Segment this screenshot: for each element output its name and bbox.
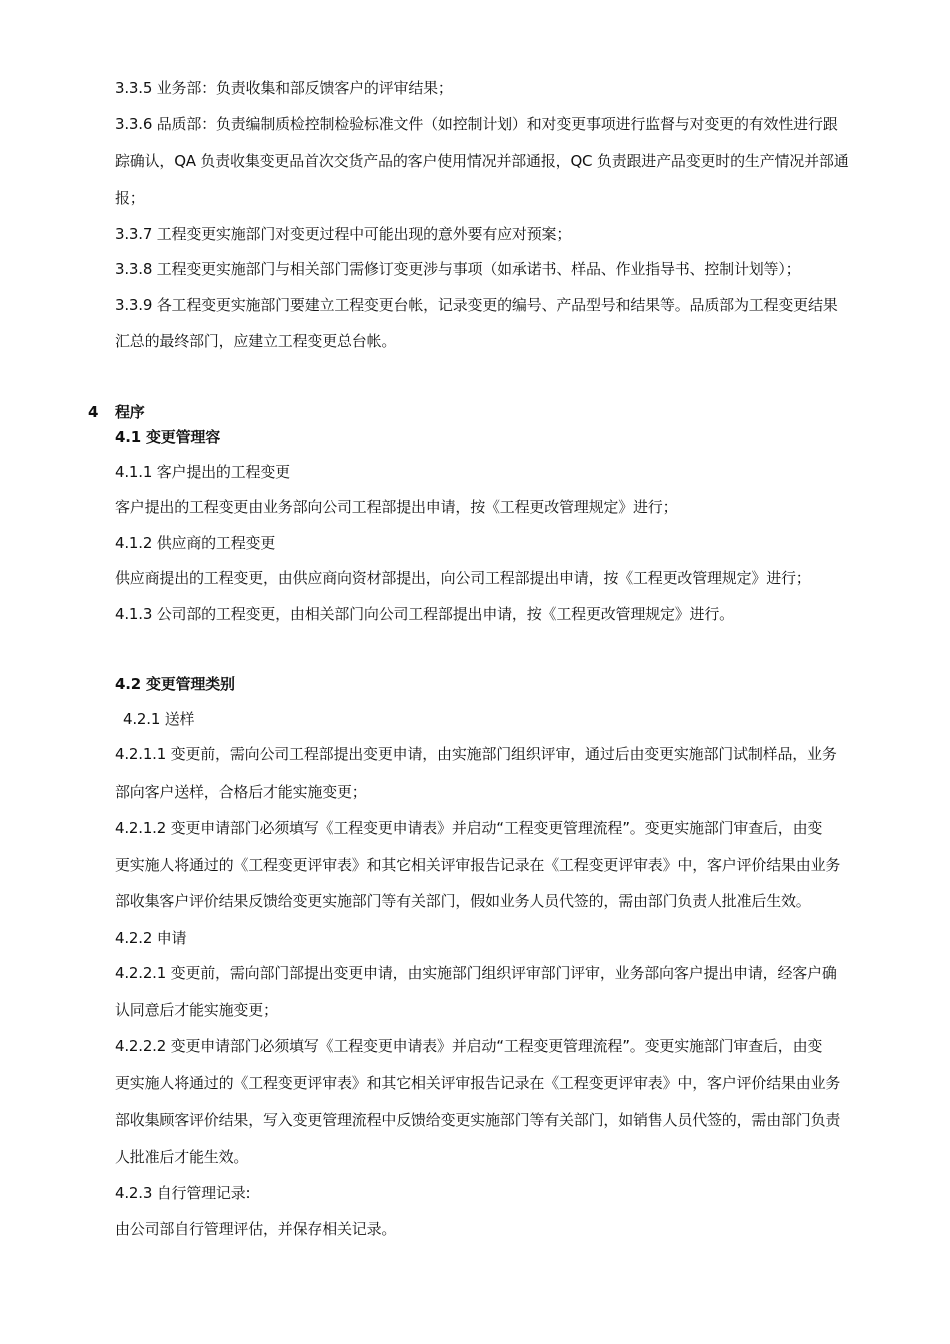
clause-3-3-5: 3.3.5 业务部：负责收集和部反馈客户的评审结果； [115,79,453,97]
clause-4-2-2-1-line-1: 4.2.2.1 变更前，需向部门部提出变更申请，由实施部门组织评审部门评审，业务部向客户提出申请，经客户确 [115,964,837,982]
clause-4-2-2-2-line-2: 更实施人将通过的《工程变更评审表》和其它相关评审报告记录在《工程变更评审表》中，客户评价结果由业务 [115,1074,841,1092]
clause-4-2-1-2-line-1: 4.2.1.2 变更申请部门必须填写《工程变更申请表》并启动“工程变更管理流程”。变更实施部门审查后，由变 [115,819,823,837]
clause-3-3-7: 3.3.7 工程变更实施部门对变更过程中可能出现的意外要有应对预案； [115,225,572,243]
clause-3-3-6-line-2: 踪确认，QA 负责收集变更品首次交货产品的客户使用情况并部通报，QC 负责跟进产品变更时的生产情况并部通 [115,152,849,170]
section-4-title: 程序 [115,403,145,421]
clause-4-1-3: 4.1.3 公司部的工程变更，由相关部门向公司工程部提出申请，按《工程更改管理规定》进行。 [115,605,734,623]
clause-4-1-2-text: 供应商提出的工程变更，由供应商向资材部提出，向公司工程部提出申请，按《工程更改管理规定》进行； [115,569,811,587]
heading-4-2-3: 4.2.3 自行管理记录: [115,1184,251,1202]
clause-4-2-1-1-line-1: 4.2.1.1 变更前，需向公司工程部提出变更申请，由实施部门组织评审，通过后由变更实施部门试制样品，业务 [115,745,837,763]
heading-4-2-2: 4.2.2 申请 [115,929,187,947]
clause-3-3-9-line-2: 汇总的最终部门，应建立工程变更总台帐。 [115,332,397,350]
clause-4-2-1-2-line-3: 部收集客户评价结果反馈给变更实施部门等有关部门，假如业务人员代签的，需由部门负责人批准后生效。 [115,892,811,910]
clause-4-2-2-2-line-1: 4.2.2.2 变更申请部门必须填写《工程变更申请表》并启动“工程变更管理流程”。变更实施部门审查后，由变 [115,1037,823,1055]
heading-4-2-1: 4.2.1 送样 [123,710,195,728]
clause-4-2-2-1-line-2: 认同意后才能实施变更； [115,1001,278,1019]
heading-4-1-2: 4.1.2 供应商的工程变更 [115,534,276,552]
section-4-number: 4 [88,403,99,421]
clause-4-2-2-2-line-4: 人批准后才能生效。 [115,1148,249,1166]
heading-4-1: 4.1 变更管理容 [115,428,220,446]
clause-4-2-2-2-line-3: 部收集顾客评价结果，写入变更管理流程中反馈给变更实施部门等有关部门，如销售人员代签的，需由部门负责 [115,1111,841,1129]
heading-4-1-1: 4.1.1 客户提出的工程变更 [115,463,290,481]
clause-4-2-3-text: 由公司部自行管理评估，并保存相关记录。 [115,1220,397,1238]
clause-3-3-6-line-1: 3.3.6 品质部：负责编制质检控制检验标准文件（如控制计划）和对变更事项进行监督与对变更的有效性进行跟 [115,115,838,133]
clause-3-3-8: 3.3.8 工程变更实施部门与相关部门需修订变更涉与事项（如承诺书、样品、作业指导书、控制计划等）； [115,260,801,278]
clause-3-3-9-line-1: 3.3.9 各工程变更实施部门要建立工程变更台帐，记录变更的编号、产品型号和结果等。品质部为工程变更结果 [115,296,838,314]
clause-4-2-1-2-line-2: 更实施人将通过的《工程变更评审表》和其它相关评审报告记录在《工程变更评审表》中，客户评价结果由业务 [115,856,841,874]
clause-4-2-1-1-line-2: 部向客户送样，合格后才能实施变更； [115,783,367,801]
clause-4-1-1-text: 客户提出的工程变更由业务部向公司工程部提出申请，按《工程更改管理规定》进行； [115,498,678,516]
section-4-heading [88,402,888,422]
clause-3-3-6-line-3: 报； [115,189,145,207]
heading-4-2: 4.2 变更管理类别 [115,675,235,693]
